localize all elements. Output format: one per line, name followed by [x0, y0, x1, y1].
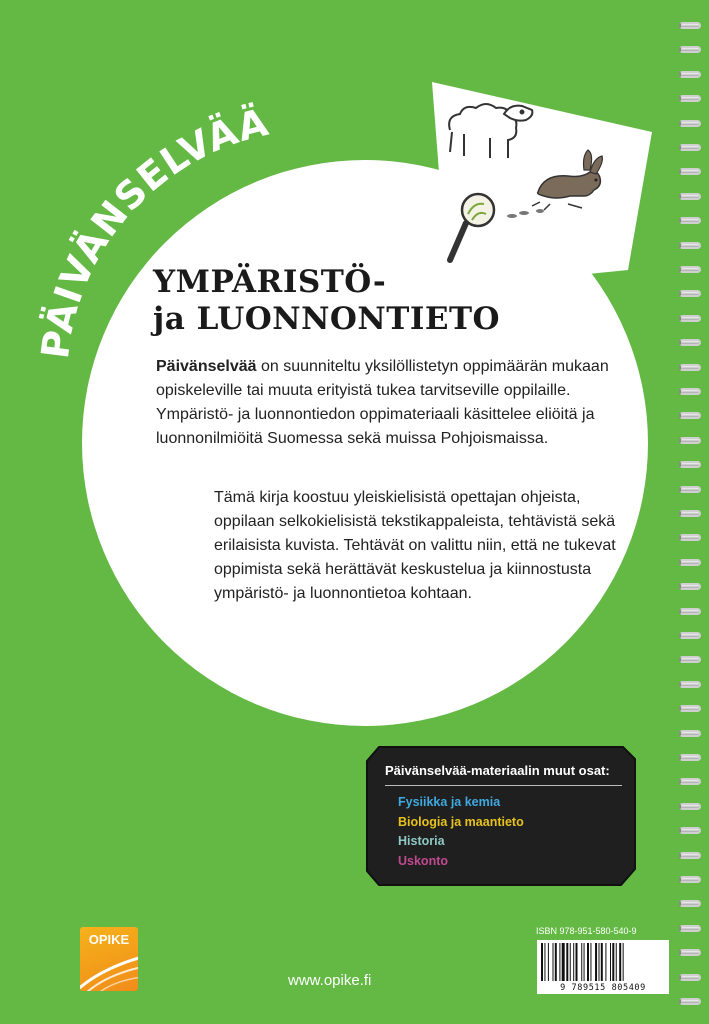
barcode-bar [599, 943, 600, 981]
spiral-ring [679, 193, 701, 200]
barcode-bar [570, 943, 571, 981]
barcode-bar [601, 943, 603, 981]
spiral-ring [679, 949, 701, 956]
spiral-ring [679, 852, 701, 859]
barcode-bar [610, 943, 611, 981]
barcode-bar [553, 943, 554, 981]
barcode-bar [581, 943, 582, 981]
spiral-ring [679, 437, 701, 444]
spiral-ring [679, 876, 701, 883]
series-divider [385, 785, 622, 786]
barcode-bar [544, 943, 545, 981]
spiral-ring [679, 803, 701, 810]
spiral-ring [679, 315, 701, 322]
title-line-1: YMPÄRISTÖ- [153, 264, 387, 300]
spiral-ring [679, 778, 701, 785]
series-item-religion[interactable]: Uskonto [398, 853, 448, 868]
spiral-ring [679, 95, 701, 102]
series-brand-label: PÄIVÄNSELVÄÄ [32, 99, 274, 362]
barcode-digits: 9 789515 805409 [560, 983, 646, 993]
barcode-bar [616, 943, 617, 981]
barcode-bar [559, 943, 560, 981]
series-item-biology[interactable]: Biologia ja maantieto [398, 814, 524, 829]
publisher-logo [80, 927, 138, 991]
description-lead-bold: Päivänselvää [156, 358, 257, 375]
spiral-ring [679, 608, 701, 615]
barcode-bar [573, 943, 574, 981]
spiral-ring [679, 559, 701, 566]
spiral-ring [679, 486, 701, 493]
spiral-ring [679, 656, 701, 663]
barcode-bar [623, 943, 624, 981]
series-item-history[interactable]: Historia [398, 834, 445, 848]
spiral-ring [679, 388, 701, 395]
barcode-bar [548, 943, 549, 981]
spiral-ring [679, 22, 701, 29]
barcode-bars-icon [541, 943, 665, 981]
series-list [398, 793, 524, 871]
series-brand-arc [20, 60, 440, 400]
spiral-ring [679, 827, 701, 834]
spiral-ring [679, 412, 701, 419]
barcode-bar [612, 943, 614, 981]
spiral-ring [679, 46, 701, 53]
spiral-ring [679, 534, 701, 541]
spiral-ring [679, 144, 701, 151]
barcode-bar [619, 943, 621, 981]
barcode-bar [605, 943, 606, 981]
spiral-ring [679, 461, 701, 468]
spiral-ring [679, 120, 701, 127]
series-item-physics[interactable]: Fysiikka ja kemia [398, 795, 501, 809]
spiral-ring [679, 730, 701, 737]
spiral-ring [679, 339, 701, 346]
spiral-ring [679, 364, 701, 371]
barcode-bar [555, 943, 557, 981]
publisher-url[interactable]: www.opike.fi [288, 972, 372, 989]
description-paragraph-2: Tämä kirja koostuu yleiskielisistä opettajan ohjeista, oppilaan selkokielisistä tekstikappaleista, tehtävistä sekä erilaisista kuvista. Tehtävät on valittu niin, että ne tukevat oppimista sekä herättävät keskustelua ja kiinnostusta ympäristö- ja luonnontietoa kohtaan. [214, 489, 616, 602]
spiral-ring [679, 290, 701, 297]
barcode-bar [584, 943, 585, 981]
spiral-ring [679, 681, 701, 688]
barcode-bar [562, 943, 565, 981]
barcode [537, 940, 669, 994]
barcode-bar [541, 943, 543, 981]
barcode-bar [595, 943, 597, 981]
spiral-ring [679, 217, 701, 224]
spiral-ring [679, 705, 701, 712]
spiral-ring [679, 242, 701, 249]
barcode-bar [566, 943, 568, 981]
spiral-ring [679, 632, 701, 639]
spiral-ring [679, 925, 701, 932]
logo-text: OPIKE [88, 932, 130, 947]
spiral-ring [679, 71, 701, 78]
isbn-label: ISBN 978-951-580-540-9 [536, 926, 637, 936]
spiral-ring [679, 998, 701, 1005]
barcode-bar [576, 943, 578, 981]
description-paragraph-1 [156, 355, 626, 451]
page-title [153, 264, 500, 338]
spiral-ring [679, 168, 701, 175]
barcode-bar [590, 943, 591, 981]
title-line-2: ja LUONNONTIETO [153, 301, 501, 337]
spiral-ring [679, 583, 701, 590]
spiral-ring [679, 510, 701, 517]
barcode-bar [587, 943, 589, 981]
spiral-binding [669, 0, 709, 1024]
description-lead-text: on suunniteltu yksilöllistetyn oppimäärän mukaan opiskeleville tai muuta erityistä tukea tarvitseville oppilaille. Ympäristö- ja luonnontiedon oppimateriaali käsittelee eliöitä ja luonnonilmiöitä Suomessa sekä muissa Pohjoismaissa. [156, 358, 609, 447]
spiral-ring [679, 266, 701, 273]
spiral-ring [679, 900, 701, 907]
spiral-ring [679, 754, 701, 761]
spiral-ring [679, 974, 701, 981]
series-heading: Päivänselvää-materiaalin muut osat: [385, 763, 610, 778]
